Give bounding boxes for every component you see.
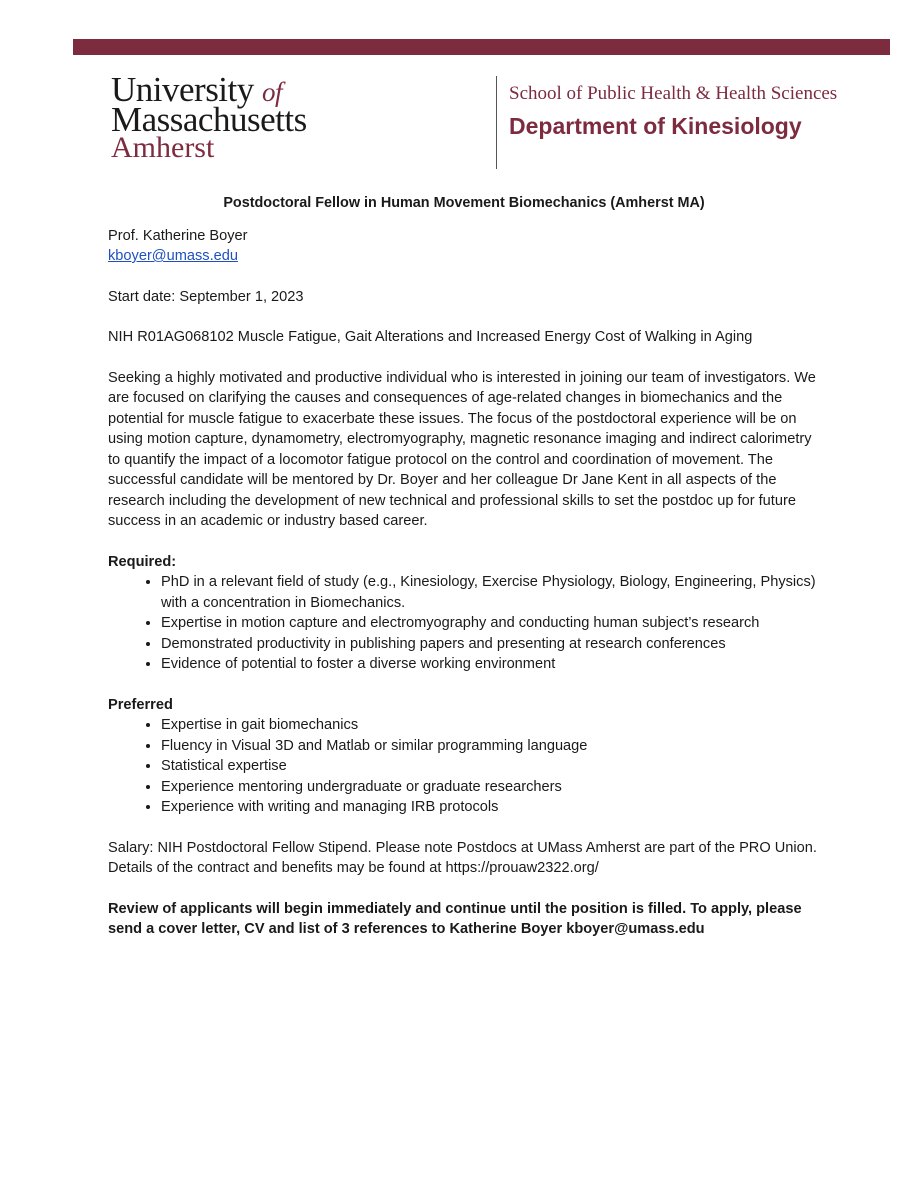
logo-university-text: University xyxy=(111,70,254,109)
list-item: • Expertise in gait biomechanics xyxy=(161,715,820,736)
logo-massachusetts-text: Massachusetts xyxy=(111,100,307,139)
school-name: School of Public Health & Health Sciences xyxy=(509,83,838,104)
header-divider xyxy=(496,76,497,169)
required-heading: Required: xyxy=(108,553,177,570)
list-item: • Evidence of potential to foster a diverse working environment xyxy=(161,654,820,675)
grant-title: NIH R01AG068102 Muscle Fatigue, Gait Alterations and Increased Energy Cost of Walking in Aging xyxy=(108,329,753,345)
logo-of-text: of xyxy=(262,77,283,107)
list-item: • PhD in a relevant field of study (e.g., Kinesiology, Exercise Physiology, Biology, Engineering, Physics) with a concentration in Biomechanics. xyxy=(161,572,820,613)
document-body xyxy=(108,193,820,940)
salary-info: Salary: NIH Postdoctoral Fellow Stipend. Please note Postdocs at UMass Amherst are part of the PRO Union. Details of the contract and benefits may be found at https://prouaw2322.org/ xyxy=(108,839,817,876)
preferred-list xyxy=(108,715,820,818)
required-list xyxy=(108,572,820,675)
application-instructions: Review of applicants will begin immediately and continue until the position is filled. To apply, please send a cover letter, CV and list of 3 references to Katherine Boyer kboyer@umass.edu xyxy=(108,900,802,937)
umass-amherst-logo xyxy=(111,70,307,164)
header-accent-bar xyxy=(73,39,890,55)
page-title: Postdoctoral Fellow in Human Movement Biomechanics (Amherst MA) xyxy=(223,195,705,211)
list-item: • Experience mentoring undergraduate or graduate researchers xyxy=(161,777,820,798)
preferred-heading: Preferred xyxy=(108,696,173,713)
list-item: • Expertise in motion capture and electromyography and conducting human subject’s research xyxy=(161,613,820,634)
list-item: • Experience with writing and managing IRB protocols xyxy=(161,797,820,818)
contact-name: Prof. Katherine Boyer xyxy=(108,227,248,244)
department-name: Department of Kinesiology xyxy=(509,113,802,139)
position-description: Seeking a highly motivated and productive individual who is interested in joining our team of investigators. We are focused on clarifying the causes and consequences of age-related changes in biomechanics and the potential for muscle fatigue to exacerbate these issues. The focus of the postdoctoral experience will be on using motion capture, dynamometry, electromyography, magnetic resonance imaging and indirect calorimetry to quantify the impact of a locomotor fatigue protocol on the control and coordination of movement. The successful candidate will be mentored by Dr. Boyer and her colleague Dr Jane Kent in all aspects of the research including the development of new technical and professional skills to set the postdoc up for future success in an academic or industry based career. xyxy=(108,369,816,529)
list-item: • Fluency in Visual 3D and Matlab or similar programming language xyxy=(161,736,820,757)
contact-email-link[interactable]: kboyer@umass.edu xyxy=(108,248,239,264)
logo-amherst-text: Amherst xyxy=(111,131,215,164)
list-item: • Statistical expertise xyxy=(161,756,820,777)
list-item: • Demonstrated productivity in publishing papers and presenting at research conferences xyxy=(161,634,820,655)
start-date: Start date: September 1, 2023 xyxy=(108,288,304,305)
